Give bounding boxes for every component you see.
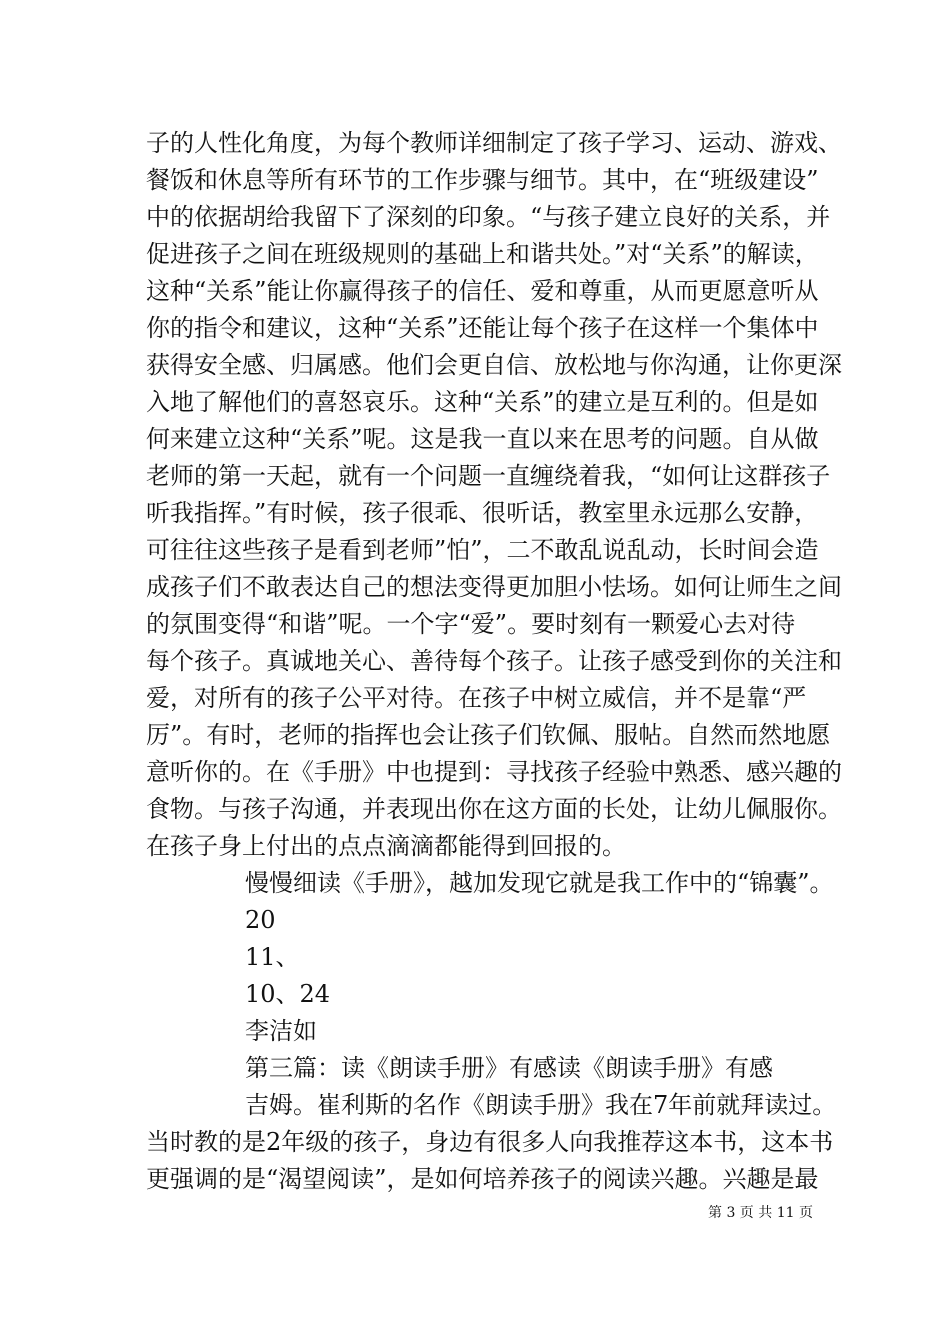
date-line: 11、	[245, 943, 300, 971]
paragraph-line: 这种“关系”能让你赢得孩子的信任、爱和尊重，从而更愿意听从	[146, 277, 819, 305]
paragraph-line: 获得安全感、归属感。他们会更自信、放松地与你沟通，让你更深	[146, 351, 842, 379]
date-line: 20	[245, 906, 276, 934]
paragraph-line: 促进孩子之间在班级规则的基础上和谐共处。”对“关系”的解读，	[146, 240, 819, 268]
paragraph-line: 意听你的。在《手册》中也提到：寻找孩子经验中熟悉、感兴趣的	[146, 758, 842, 786]
author-name: 李洁如	[245, 1017, 317, 1045]
paragraph-line: 听我指挥。”有时候，孩子很乖、很听话，教室里永远那么安静，	[146, 499, 819, 527]
paragraph-line: 成孩子们不敢表达自己的想法变得更加胆小怯场。如何让师生之间	[146, 573, 842, 601]
paragraph-line: 子的人性化角度，为每个教师详细制定了孩子学习、运动、游戏、	[146, 129, 842, 157]
paragraph-line: 入地了解他们的喜怒哀乐。这种“关系”的建立是互利的。但是如	[146, 388, 819, 416]
paragraph-line: 吉姆。崔利斯的名作《朗读手册》我在7年前就拜读过。	[245, 1091, 837, 1119]
paragraph-line: 老师的第一天起，就有一个问题一直缠绕着我，“如何让这群孩子	[146, 462, 831, 490]
paragraph-line: 爱，对所有的孩子公平对待。在孩子中树立威信，并不是靠“严	[146, 684, 807, 712]
page-number: 第 3 页 共 11 页	[708, 1205, 813, 1221]
paragraph-line: 厉”。有时，老师的指挥也会让孩子们钦佩、服帖。自然而然地愿	[146, 721, 831, 749]
closing-line: 慢慢细读《手册》，越加发现它就是我工作中的“锦囊”。	[245, 869, 834, 897]
section-heading: 第三篇：读《朗读手册》有感读《朗读手册》有感	[245, 1054, 773, 1082]
date-line: 10、24	[245, 980, 331, 1008]
paragraph-line: 的氛围变得“和谐”呢。一个字“爱”。要时刻有一颗爱心去对待	[146, 610, 796, 638]
paragraph-line: 餐饭和休息等所有环节的工作步骤与细节。其中，在“班级建设”	[146, 166, 819, 194]
paragraph-line: 中的依据胡给我留下了深刻的印象。“与孩子建立良好的关系，并	[146, 203, 831, 231]
paragraph-line: 你的指令和建议，这种“关系”还能让每个孩子在这样一个集体中	[146, 314, 819, 342]
paragraph-line: 更强调的是“渴望阅读”，是如何培养孩子的阅读兴趣。兴趣是最	[146, 1165, 819, 1193]
paragraph-line: 在孩子身上付出的点点滴滴都能得到回报的。	[146, 832, 626, 860]
paragraph-line: 可往往这些孩子是看到老师”怕”，二不敢乱说乱动，长时间会造	[146, 536, 819, 564]
paragraph-line: 当时教的是2年级的孩子，身边有很多人向我推荐这本书，这本书	[146, 1128, 834, 1156]
paragraph-line: 何来建立这种“关系”呢。这是我一直以来在思考的问题。自从做	[146, 425, 819, 453]
paragraph-line: 每个孩子。真诚地关心、善待每个孩子。让孩子感受到你的关注和	[146, 647, 842, 675]
paragraph-line: 食物。与孩子沟通，并表现出你在这方面的长处，让幼儿佩服你。	[146, 795, 842, 823]
